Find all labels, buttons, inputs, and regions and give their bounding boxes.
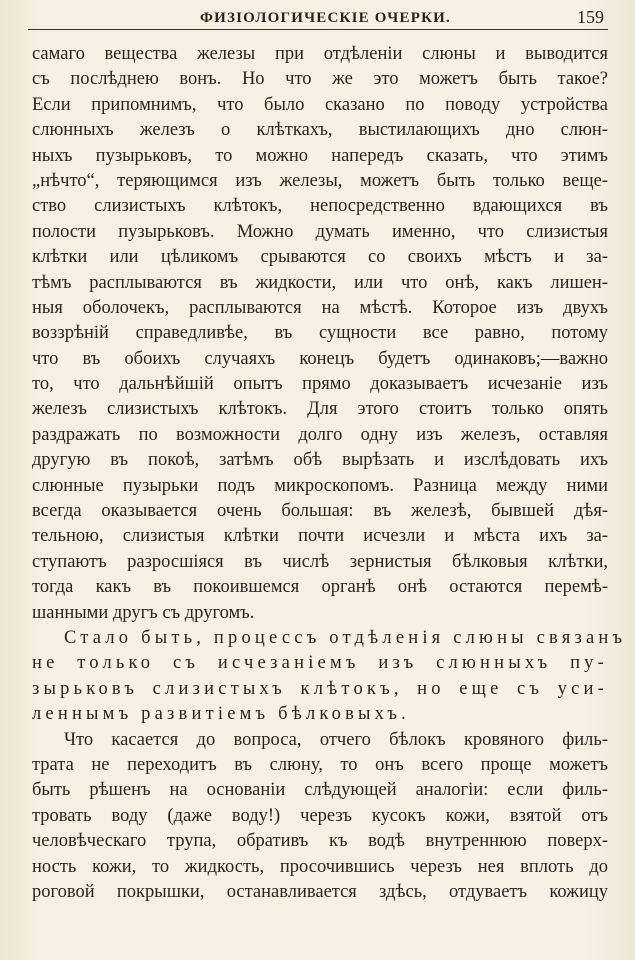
text-line: не только съ исчезаніемъ изъ слюнныхъ пу- (32, 653, 608, 674)
body-text (32, 42, 627, 905)
text-line: тельною, слизистыя клѣтки почти исчезли и мѣста ихъ за- (32, 526, 608, 547)
text-line: человѣческаго трупа, обративъ къ водѣ внутреннюю поверх- (32, 831, 608, 852)
text-line: трата не переходитъ въ слюну, то онъ всего проще можетъ (32, 754, 608, 775)
text-line: воззрѣній справедливѣе, въ сущности все равно, потому (32, 323, 608, 344)
page-number: 159 (577, 7, 604, 27)
text-line: ныхъ пузырьковъ, то можно напередъ сказать, что этимъ (32, 145, 608, 166)
text-line: то, что дальнѣйшій опытъ прямо доказываетъ исчезаніе изъ (32, 374, 608, 395)
text-line: ность кожи, то жидкость, просочившись черезъ нея вплоть до (32, 856, 608, 877)
text-line: самаго вещества железы при отдѣленіи слюны и выводится (32, 44, 608, 64)
text-line: тѣмъ расплываются въ жидкости, или что онѣ, какъ лишен- (32, 272, 608, 293)
text-line: Стало быть, процессъ отдѣленія слюны связанъ (64, 627, 627, 648)
text-line: слюнныхъ железъ о клѣткахъ, выстилающихъ дно слюн- (32, 120, 608, 141)
text-line: леннымъ развитіемъ бѣлковыхъ. (32, 704, 410, 725)
text-line: шанными другъ съ другомъ. (32, 602, 255, 623)
text-line: Если припомнимъ, что было сказано по поводу устройства (32, 94, 608, 115)
text-line: всегда оказывается очень большая: въ железѣ, бывшей дѣя- (32, 501, 608, 522)
text-line: „нѣчто“, теряющимся изъ железы, можетъ быть только веще- (32, 170, 608, 191)
header-rule (28, 29, 608, 30)
text-line: раздражать по возможности долго одну изъ железъ, оставляя (32, 424, 608, 445)
text-line: другую въ покоѣ, затѣмъ обѣ вырѣзать и изслѣдовать ихъ (32, 450, 608, 471)
page-header (28, 4, 608, 28)
text-line: тогда какъ въ покоившемся органѣ онѣ остаются перемѣ- (32, 577, 608, 598)
text-line: слюнные пузырьки подъ микроскопомъ. Разница между ними (32, 475, 608, 496)
text-line: роговой покрышки, останавливается здѣсь, отдуваетъ кожицу (32, 881, 608, 902)
text-line: съ послѣднею вонъ. Но что же это можетъ быть такое? (32, 69, 608, 90)
text-line: зырьковъ слизистыхъ клѣтокъ, но еще съ уси- (32, 678, 608, 699)
text-line: тровать воду (даже воду!) черезъ кусокъ кожи, взятой отъ (32, 805, 608, 826)
text-line: ныя оболочекъ, расплываются на мѣстѣ. Которое изъ двухъ (32, 297, 608, 318)
text-line: что въ обоихъ случаяхъ конецъ будетъ одинаковъ;—важно (32, 348, 608, 369)
text-line: ство слизистыхъ клѣтокъ, непосредственно вдающихся въ (32, 196, 608, 217)
text-line: железъ слизистыхъ клѣтокъ. Для этого стоитъ только опять (32, 399, 608, 420)
text-line: клѣтки или цѣликомъ срываются со своихъ мѣстъ и за- (32, 247, 608, 268)
text-line: полости пузырьковъ. Можно думать именно, что слизистыя (32, 221, 608, 242)
text-line: Что касается до вопроса, отчего бѣлокъ кровяного филь- (64, 729, 608, 750)
text-line: ступаютъ разросшіяся въ числѣ зернистыя бѣлковыя клѣтки, (32, 551, 608, 572)
running-title: ФИЗІОЛОГИЧЕСКІЕ ОЧЕРКИ. (200, 10, 451, 26)
text-line: быть рѣшенъ на основаніи слѣдующей аналогіи: если филь- (32, 780, 608, 801)
